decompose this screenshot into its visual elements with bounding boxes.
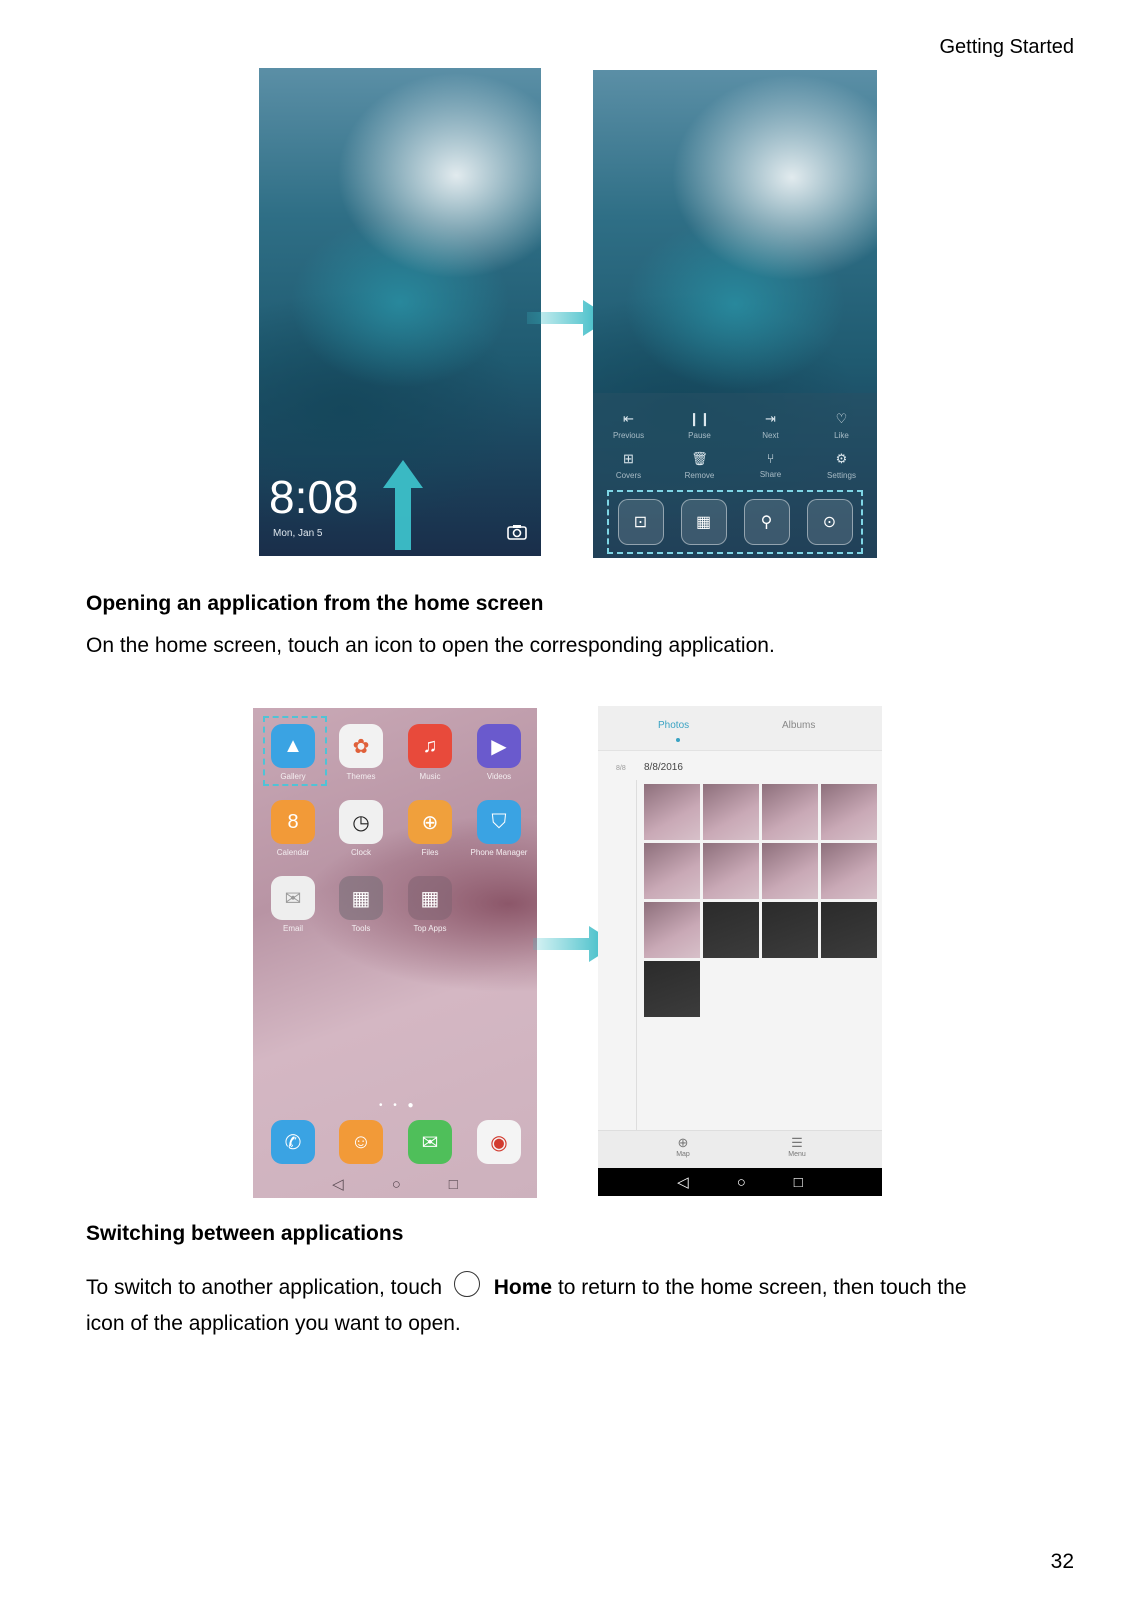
calculator-icon[interactable]: ▦ <box>681 499 727 545</box>
camera-shortcut-icon[interactable]: ⊙ <box>807 499 853 545</box>
lock-date: Mon, Jan 5 <box>273 528 323 539</box>
photo-thumb[interactable] <box>762 784 818 840</box>
next-icon: ⇥ <box>765 411 776 426</box>
running-header: Getting Started <box>939 36 1074 58</box>
contacts-dock-icon[interactable]: ☺ <box>339 1120 383 1164</box>
tab-photos[interactable]: Photos <box>658 720 690 731</box>
gallery-app-image <box>598 706 882 1196</box>
files-label: Files <box>421 848 439 857</box>
recent-icon[interactable]: □ <box>448 1175 458 1193</box>
share-control[interactable]: ⑂ Share <box>741 451 801 480</box>
section-heading-open-app: Opening an application from the home screen <box>86 592 544 615</box>
section-heading-switch-apps: Switching between applications <box>86 1222 404 1245</box>
phone-dock-icon[interactable]: ✆ <box>271 1120 315 1164</box>
themes-label: Themes <box>346 772 376 781</box>
home-button-icon <box>454 1271 480 1297</box>
previous-control[interactable]: ⇤ Previous <box>599 411 659 440</box>
home-icon[interactable]: ○ <box>736 1173 746 1191</box>
phone-manager-app-icon[interactable]: ⛉ <box>477 800 521 844</box>
page-number: 32 <box>1050 1550 1074 1573</box>
remove-control[interactable]: 🗑 Remove <box>670 451 730 480</box>
phone-manager-label: Phone Manager <box>470 848 528 857</box>
pause-icon: ❙❙ <box>688 411 711 426</box>
gear-icon: ⚙ <box>835 451 848 466</box>
covers-icon: ⊞ <box>623 451 634 466</box>
home-icon[interactable]: ○ <box>391 1175 401 1193</box>
email-app-icon[interactable]: ✉ <box>271 876 315 920</box>
flashlight-icon[interactable]: ⚲ <box>744 499 790 545</box>
tab-albums[interactable]: Albums <box>782 720 816 731</box>
recent-icon[interactable]: □ <box>793 1173 803 1191</box>
home-screen-image <box>253 708 537 1198</box>
share-icon: ⑂ <box>766 451 775 466</box>
photo-thumb[interactable] <box>644 843 700 899</box>
lock-time: 8:08 <box>269 471 359 523</box>
gallery-bottom-bar <box>598 1130 882 1171</box>
calendar-app-icon[interactable]: 8 <box>271 800 315 844</box>
photo-thumb[interactable] <box>703 784 759 840</box>
photo-thumb[interactable] <box>821 902 877 958</box>
photo-thumb[interactable] <box>703 902 759 958</box>
body-text-before: To switch to another application, touch <box>86 1276 443 1299</box>
section-body-switch-apps <box>86 1270 1066 1342</box>
back-icon[interactable]: ◁ <box>332 1176 344 1193</box>
gallery-label: Gallery <box>280 772 306 781</box>
lock-screen-image <box>259 68 541 556</box>
browser-dock-icon[interactable]: ◉ <box>477 1120 521 1164</box>
tab-photos-indicator <box>676 738 680 742</box>
photo-thumb[interactable] <box>644 961 700 1017</box>
clock-label: Clock <box>350 848 371 857</box>
messaging-dock-icon[interactable]: ✉ <box>408 1120 452 1164</box>
page-indicator: • • ● <box>379 1100 418 1111</box>
photo-thumb[interactable] <box>821 843 877 899</box>
email-label: Email <box>282 924 303 933</box>
body-text-after: to return to the home screen, then touch the <box>557 1276 967 1299</box>
photo-thumb[interactable] <box>644 902 700 958</box>
like-control[interactable]: ♡ Like <box>812 411 872 440</box>
calendar-label: Calendar <box>276 848 310 857</box>
map-button[interactable]: ⊕ Map <box>668 1135 698 1158</box>
photo-thumb[interactable] <box>821 784 877 840</box>
music-app-icon[interactable]: ♫ <box>408 724 452 768</box>
unlock-controls-image <box>593 70 877 558</box>
timeline-line <box>636 780 637 1140</box>
themes-app-icon[interactable]: ✿ <box>339 724 383 768</box>
previous-icon: ⇤ <box>623 411 634 426</box>
covers-control[interactable]: ⊞ Covers <box>599 451 659 480</box>
trash-icon: 🗑 <box>691 451 708 466</box>
videos-app-icon[interactable]: ▶ <box>477 724 521 768</box>
tools-folder-icon[interactable]: ▦ <box>339 876 383 920</box>
photo-thumb[interactable] <box>644 784 700 840</box>
gallery-count: 8/8 <box>616 765 626 772</box>
gallery-tabbar <box>598 706 882 751</box>
gallery-navbar <box>598 1168 882 1196</box>
gallery-app-icon[interactable]: ▲ <box>271 724 315 768</box>
magazine-controls-panel <box>593 393 877 558</box>
home-navbar <box>253 1170 537 1198</box>
pause-control[interactable]: ❙❙ Pause <box>670 411 730 440</box>
files-app-icon[interactable]: ⊕ <box>408 800 452 844</box>
menu-icon: ☰ <box>791 1135 803 1150</box>
menu-button[interactable]: ☰ Menu <box>782 1135 812 1158</box>
gallery-date: 8/8/2016 <box>644 762 683 773</box>
shortcut-highlight <box>607 490 863 554</box>
recorder-icon[interactable]: ⊡ <box>618 499 664 545</box>
photo-thumb[interactable] <box>762 843 818 899</box>
heart-icon: ♡ <box>835 411 848 426</box>
body-text-line2: icon of the application you want to open. <box>86 1312 461 1335</box>
top-apps-folder-icon[interactable]: ▦ <box>408 876 452 920</box>
photo-thumb[interactable] <box>762 902 818 958</box>
home-label: Home <box>493 1276 553 1299</box>
music-label: Music <box>419 772 441 781</box>
globe-icon: ⊕ <box>677 1135 689 1150</box>
back-icon[interactable]: ◁ <box>677 1174 689 1191</box>
next-control[interactable]: ⇥ Next <box>741 411 801 440</box>
clock-app-icon[interactable]: ◷ <box>339 800 383 844</box>
camera-icon <box>507 524 527 545</box>
top-apps-label: Top Apps <box>413 924 447 933</box>
swipe-up-arrow <box>391 460 415 550</box>
tools-label: Tools <box>351 924 371 933</box>
section-body-open-app: On the home screen, touch an icon to open the corresponding application. <box>86 634 775 657</box>
videos-label: Videos <box>486 772 512 781</box>
settings-control[interactable]: ⚙ Settings <box>812 451 872 480</box>
photo-thumb[interactable] <box>703 843 759 899</box>
